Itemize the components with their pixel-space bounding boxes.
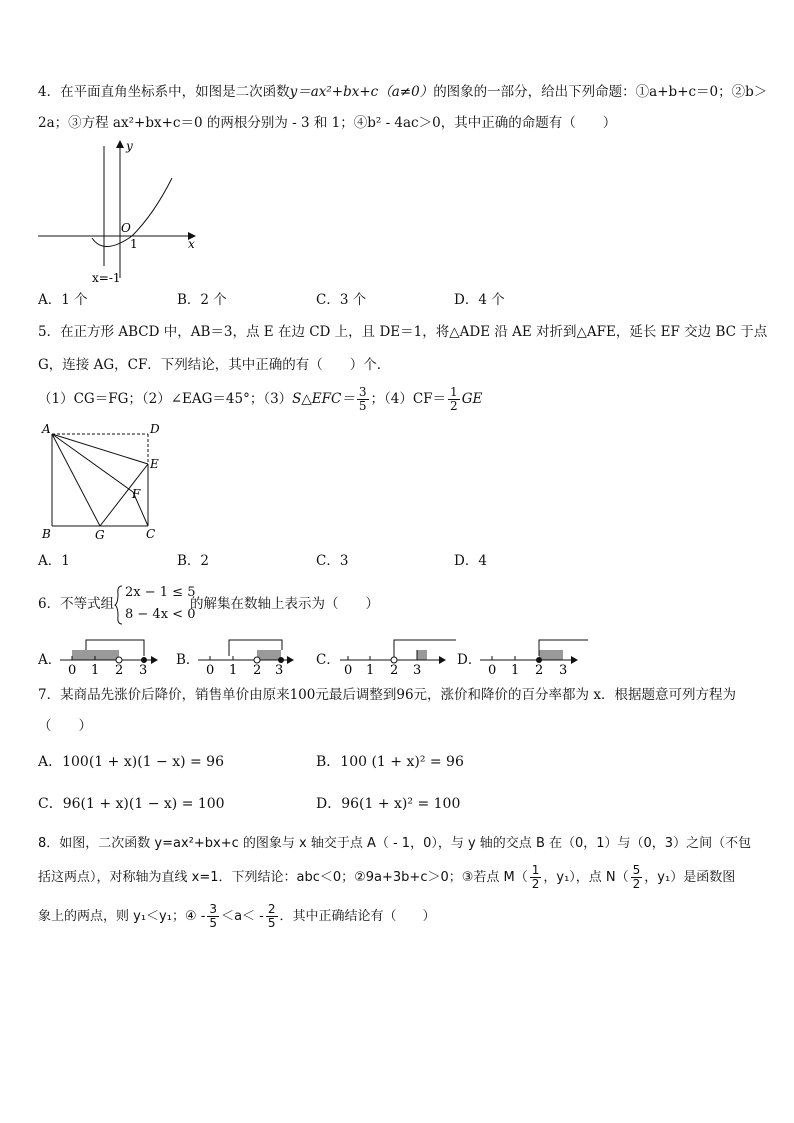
q8-line3-b: ＜a＜ -	[221, 909, 264, 924]
q7-option-d[interactable]: D．96(1 + x)² = 100	[316, 796, 461, 812]
q8-f2-den: 5	[267, 916, 276, 930]
q6-option-c-numberline[interactable]	[336, 636, 460, 676]
q8-n-rest: ，y₁）是函数图	[644, 870, 736, 885]
q4-text-a: 4．在平面直角坐标系中，如图是二次函数	[38, 84, 290, 100]
q5-frac-den: 5	[358, 399, 367, 413]
q6-b-tick-2: 2	[253, 663, 262, 676]
q4-option-a[interactable]: A．1 个	[38, 292, 88, 308]
q6-option-b-label[interactable]: B．	[176, 652, 200, 668]
q8-fraction-3-5	[207, 903, 219, 930]
q8-m-den: 2	[531, 877, 540, 891]
q7-option-c[interactable]: C．96(1 + x)(1 − x) = 100	[38, 796, 225, 812]
q8-f1-num: 3	[209, 902, 218, 916]
q6-option-d-label[interactable]: D．	[457, 652, 482, 668]
q6-suffix: 的解集在数轴上表示为（ ）	[190, 596, 379, 612]
q5-ge: GE	[461, 391, 483, 407]
q5-conclusion-1-2: （1）CG＝FG；（2）∠EAG＝45°；（3）	[38, 391, 293, 407]
q6-d-tick-2: 2	[535, 663, 544, 676]
q6-option-a-numberline[interactable]	[58, 636, 162, 676]
q8-n-den: 2	[632, 877, 641, 891]
q8-line2	[38, 861, 735, 895]
q6-a-tick-2: 2	[115, 663, 124, 676]
q7-line1: 7．某商品先涨价后降价，销售单价由原来100元最后调整到96元，涨价和降价的百分率都为 x．根据题意可列方程为	[38, 687, 736, 703]
q5-label-e: E	[150, 457, 159, 471]
q5-label-c: C	[146, 527, 156, 541]
q5-square-figure	[36, 418, 166, 544]
q8-fraction-2-5	[266, 903, 278, 930]
q8-fraction-n	[631, 864, 643, 891]
q7-option-b[interactable]: B．100 (1 + x)² = 96	[316, 754, 464, 770]
q6-option-b-numberline[interactable]	[196, 636, 300, 676]
q6-c-tick-0: 0	[344, 663, 353, 676]
q6-option-d-numberline[interactable]	[478, 636, 596, 676]
q5-conclusion-4: ；（4）CF＝	[370, 391, 447, 407]
q5-line2: G，连接 AG，CF．下列结论，其中正确的有（ ）个．	[38, 357, 391, 373]
q8-f2-num: 2	[267, 902, 276, 916]
q8-line3	[38, 900, 436, 934]
q5-frac-num: 3	[358, 385, 367, 399]
q4-option-c[interactable]: C．3 个	[316, 292, 367, 308]
q5-frac2-den: 2	[450, 399, 458, 413]
q8-line1: 8．如图，二次函数 y=ax²+bx+c 的图象与 x 轴交于点 A（ - 1，0），与 y 轴的交点 B 在（0，1）与（0，3）之间（不包	[38, 836, 752, 851]
q8-line2-text: 括这两点），对称轴为直线 x=1．下列结论：abc＜0；②9a+3b+c＞0；③若点 M（	[38, 870, 528, 885]
q4-option-b[interactable]: B．2 个	[177, 292, 227, 308]
q5-option-a[interactable]: A．1	[38, 553, 70, 569]
q6-brace-icon	[114, 584, 124, 626]
q8-n-num: 5	[632, 863, 641, 877]
q8-fraction-m	[530, 864, 542, 891]
q5-option-b[interactable]: B．2	[177, 553, 210, 569]
q5-fraction-1-2	[448, 386, 460, 413]
q5-conclusions	[38, 386, 482, 413]
q5-area-label: S△EFC＝	[292, 391, 355, 407]
q6-b-tick-0: 0	[206, 663, 215, 676]
q8-f1-den: 5	[209, 916, 218, 930]
q6-d-tick-1: 1	[511, 663, 520, 676]
q6-a-arrow-icon	[151, 656, 158, 664]
q6-option-a-label[interactable]: A．	[38, 652, 62, 668]
q5-frac2-num: 1	[450, 385, 458, 399]
q6-d-tick-0: 0	[488, 663, 497, 676]
q7-line2: （ ）	[38, 718, 92, 734]
q6-c-tick-2: 2	[390, 663, 399, 676]
q6-b-tick-3: 3	[275, 663, 284, 676]
q6-b-tick-1: 1	[229, 663, 238, 676]
q6-option-c-label[interactable]: C．	[316, 652, 340, 668]
q6-c-shade	[417, 650, 427, 660]
q4-func: y＝ax²+bx+c（a≠0）	[289, 84, 434, 100]
q6-d-arrow-icon	[571, 656, 578, 664]
q5-label-d: D	[150, 422, 160, 436]
q6-a-tick-3: 3	[139, 663, 148, 676]
q4-one-label: 1	[130, 237, 138, 251]
q4-x-label: x	[188, 237, 195, 251]
q4-y-arrow-icon	[116, 140, 124, 148]
q6-a-tick-0: 0	[68, 663, 77, 676]
q6-a-tick-1: 1	[91, 663, 100, 676]
q4-line2: 2a；③方程 ax²+bx+c＝0 的两根分别为 - 3 和 1；④b² - 4ac＞0，其中正确的命题有（ ）	[38, 115, 617, 131]
q6-inequality-1: 2x − 1 ≤ 5	[125, 585, 196, 600]
q4-text-b: 的图象的一部分，给出下列命题：①a+b+c＝0；②b＞	[433, 84, 768, 100]
q5-ae	[52, 434, 148, 464]
q6-b-arrow-icon	[287, 656, 294, 664]
q5-line1: 5．在正方形 ABCD 中，AB＝3，点 E 在边 CD 上，且 DE＝1，将△ADE 沿 AE 对折到△AFE，延长 EF 交边 BC 于点	[38, 324, 768, 340]
q6-d-tick-3: 3	[559, 663, 568, 676]
q6-d-shade	[539, 650, 563, 660]
q6-b-shade	[257, 650, 281, 660]
q4-symmetry-label: x=-1	[92, 271, 121, 285]
q4-option-d[interactable]: D．4 个	[454, 292, 505, 308]
q7-option-a[interactable]: A．100(1 + x)(1 − x) = 96	[38, 754, 224, 770]
q5-ag	[52, 434, 100, 526]
q6-inequality-2: 8 − 4x < 0	[125, 607, 196, 622]
q4-parabola-figure	[36, 138, 206, 286]
q8-line3-c: ．其中正确结论有（ ）	[279, 909, 436, 924]
q5-label-f: F	[132, 487, 141, 501]
q4-origin-label: O	[121, 221, 131, 235]
q8-m-rest: ，y₁），点 N（	[543, 870, 629, 885]
q5-label-a: A	[42, 422, 51, 436]
q5-option-c[interactable]: C．3	[316, 553, 349, 569]
q6-c-arrow-icon	[439, 656, 446, 664]
q8-line3-a: 象上的两点，则 y₁＜y₁；④ -	[38, 909, 206, 924]
q6-prefix: 6．不等式组	[38, 596, 115, 612]
q5-option-d[interactable]: D．4	[454, 553, 487, 569]
q8-m-num: 1	[531, 863, 540, 877]
q6-c-tick-1: 1	[366, 663, 375, 676]
q6-c-tick-3: 3	[413, 663, 422, 676]
q5-label-g: G	[95, 528, 105, 542]
q5-label-b: B	[42, 527, 51, 541]
q5-af	[52, 434, 133, 492]
q4-y-label: y	[126, 139, 133, 153]
q5-fraction-3-5	[357, 386, 369, 413]
q4-line1	[38, 82, 767, 102]
